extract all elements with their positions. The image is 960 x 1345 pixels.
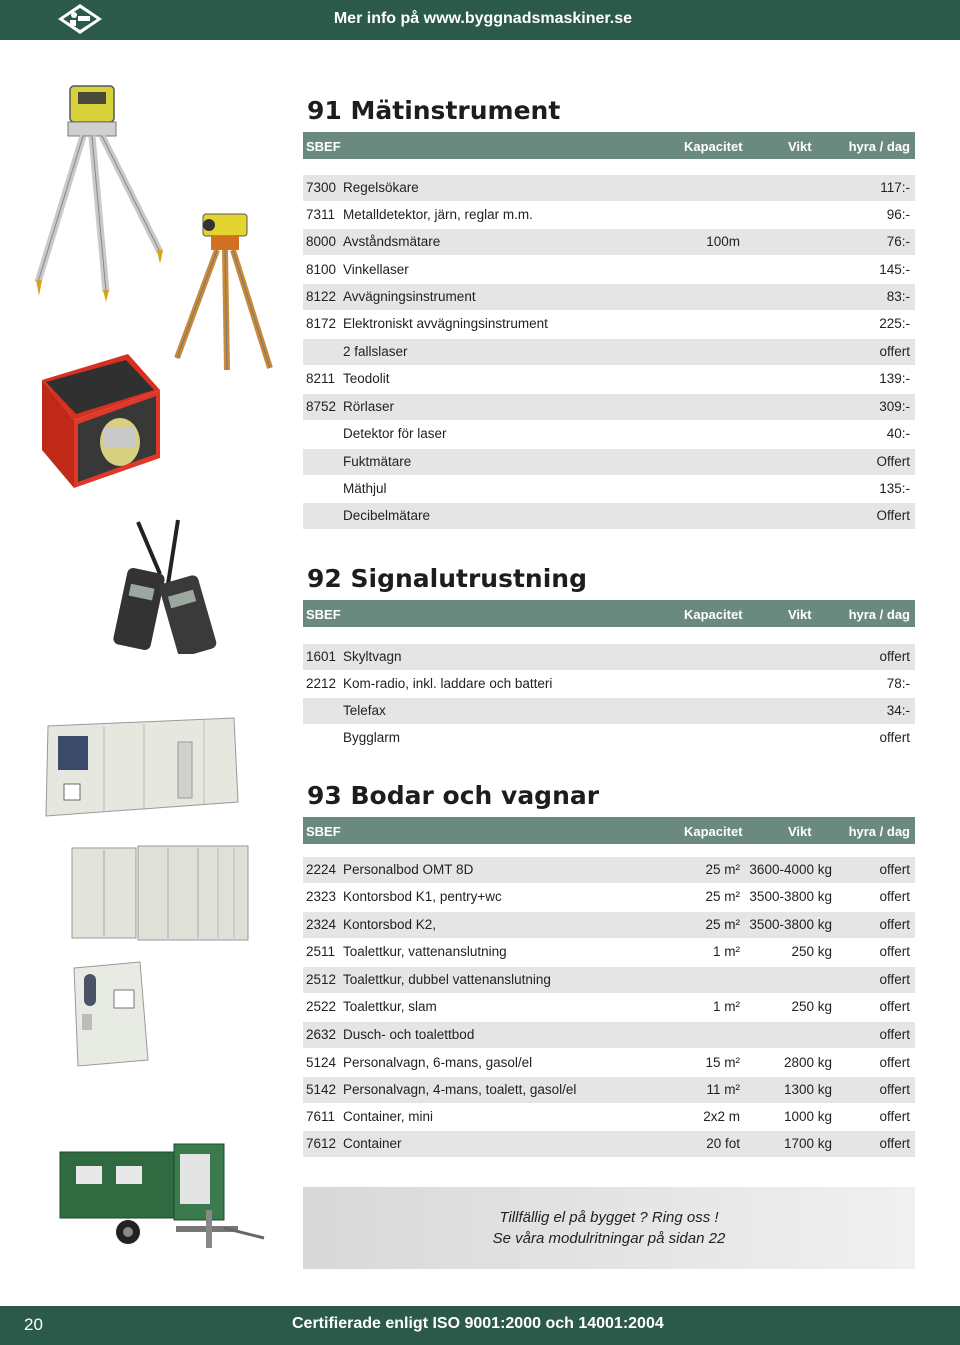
row-code: 8100 bbox=[306, 262, 337, 277]
row-name: Kontorsbod K1, pentry+wc bbox=[343, 889, 502, 904]
row-price: 309:- bbox=[879, 399, 910, 414]
col-sbef: SBEF bbox=[306, 139, 341, 154]
col-vikt: Vikt bbox=[788, 607, 812, 622]
row-price: Offert bbox=[876, 454, 910, 469]
row-code: 8122 bbox=[306, 289, 337, 304]
table-row bbox=[303, 698, 915, 724]
row-code: 8752 bbox=[306, 399, 337, 414]
section-title-matinstrument: 91 Mätinstrument bbox=[307, 96, 561, 125]
col-hyra: hyra / dag bbox=[848, 139, 910, 154]
table-row bbox=[303, 202, 915, 228]
row-code: 8211 bbox=[306, 371, 336, 386]
table-row bbox=[303, 967, 915, 993]
row-name: Toalettkur, slam bbox=[343, 999, 437, 1014]
row-price: 34:- bbox=[886, 703, 910, 718]
row-name: Kom-radio, inkl. laddare och batteri bbox=[343, 676, 553, 691]
row-code: 2511 bbox=[306, 944, 336, 959]
row-name: Personalvagn, 4-mans, toalett, gasol/el bbox=[343, 1082, 577, 1097]
row-name: Container, mini bbox=[343, 1109, 434, 1124]
row-name: Teodolit bbox=[343, 371, 390, 386]
row-code: 5142 bbox=[306, 1082, 337, 1097]
row-price: offert bbox=[879, 649, 910, 664]
row-code: 5124 bbox=[306, 1055, 337, 1070]
table-row bbox=[303, 229, 915, 255]
row-name: Bygglarm bbox=[343, 730, 401, 745]
row-name: Skyltvagn bbox=[343, 649, 402, 664]
table-row bbox=[303, 884, 915, 910]
row-kapacitet: 25 m² bbox=[705, 917, 740, 932]
row-price: 145:- bbox=[879, 262, 910, 277]
table-row bbox=[303, 503, 915, 529]
storage-containers-image bbox=[68, 842, 258, 944]
col-hyra: hyra / dag bbox=[848, 824, 910, 839]
row-name: Dusch- och toalettbod bbox=[343, 1027, 475, 1042]
table-row bbox=[303, 644, 915, 670]
row-price: offert bbox=[879, 1082, 910, 1097]
portable-toilet-image bbox=[70, 960, 152, 1070]
row-price: 117:- bbox=[880, 180, 910, 195]
level-tripod-image bbox=[165, 208, 280, 378]
row-price: 135:- bbox=[879, 481, 910, 496]
table-row bbox=[303, 366, 915, 392]
walkie-talkies-image bbox=[112, 518, 234, 654]
table-row bbox=[303, 449, 915, 475]
table-row bbox=[303, 311, 915, 337]
row-price: offert bbox=[879, 730, 910, 745]
row-code: 7612 bbox=[306, 1136, 337, 1151]
table-header bbox=[303, 817, 915, 844]
row-kapacitet: 2x2 m bbox=[703, 1109, 740, 1124]
row-price: offert bbox=[879, 344, 910, 359]
laser-carry-case-image bbox=[38, 350, 168, 495]
row-code: 2323 bbox=[306, 889, 337, 904]
col-kapacitet: Kapacitet bbox=[684, 607, 743, 622]
note-line-1: Tillfällig el på bygget ? Ring oss ! bbox=[499, 1209, 719, 1226]
row-name: Telefax bbox=[343, 703, 386, 718]
table-row bbox=[303, 476, 915, 502]
row-name: Detektor för laser bbox=[343, 426, 447, 441]
row-price: offert bbox=[879, 1136, 910, 1151]
row-price: 40:- bbox=[886, 426, 910, 441]
row-name: Mäthjul bbox=[343, 481, 387, 496]
col-vikt: Vikt bbox=[788, 139, 812, 154]
row-price: offert bbox=[879, 1109, 910, 1124]
row-vikt: 3600-4000 kg bbox=[749, 862, 832, 877]
row-kapacitet: 15 m² bbox=[705, 1055, 740, 1070]
row-price: offert bbox=[879, 862, 910, 877]
table-row bbox=[303, 394, 915, 420]
row-vikt: 250 kg bbox=[791, 999, 832, 1014]
row-name: Personalbod OMT 8D bbox=[343, 862, 474, 877]
row-price: offert bbox=[879, 972, 910, 987]
row-name: Vinkellaser bbox=[343, 262, 409, 277]
row-vikt: 250 kg bbox=[791, 944, 832, 959]
row-kapacitet: 1 m² bbox=[713, 999, 740, 1014]
row-name: Avvägningsinstrument bbox=[343, 289, 476, 304]
company-logo-icon bbox=[56, 3, 104, 35]
row-vikt: 3500-3800 kg bbox=[749, 917, 832, 932]
table-row bbox=[303, 421, 915, 447]
table-row bbox=[303, 175, 915, 201]
row-price: offert bbox=[879, 999, 910, 1014]
row-kapacitet: 11 m² bbox=[706, 1082, 740, 1097]
table-row bbox=[303, 1077, 915, 1103]
footer-bar bbox=[0, 1306, 960, 1345]
row-name: Toalettkur, vattenanslutning bbox=[343, 944, 507, 959]
note-line-2: Se våra modulritningar på sidan 22 bbox=[492, 1230, 726, 1247]
col-sbef: SBEF bbox=[306, 607, 341, 622]
row-price: 225:- bbox=[879, 316, 910, 331]
table-row bbox=[303, 725, 915, 751]
page-number: 20 bbox=[24, 1315, 43, 1334]
row-name: 2 fallslaser bbox=[343, 344, 408, 359]
row-price: 78:- bbox=[886, 676, 910, 691]
row-code: 7311 bbox=[306, 207, 336, 222]
row-kapacitet: 25 m² bbox=[705, 889, 740, 904]
website-link[interactable]: Mer info på www.byggnadsmaskiner.se bbox=[333, 10, 632, 27]
row-code: 8172 bbox=[306, 316, 337, 331]
table-row bbox=[303, 1022, 915, 1048]
row-code: 2324 bbox=[306, 917, 337, 932]
row-name: Regelsökare bbox=[343, 180, 419, 195]
row-vikt: 3500-3800 kg bbox=[749, 889, 832, 904]
section-title-signalutrustning: 92 Signalutrustning bbox=[307, 564, 587, 593]
row-name: Elektroniskt avvägningsinstrument bbox=[343, 316, 548, 331]
row-kapacitet: 100m bbox=[706, 234, 740, 249]
row-name: Decibelmätare bbox=[343, 508, 431, 523]
table-row bbox=[303, 1104, 915, 1130]
table-row bbox=[303, 257, 915, 283]
row-name: Avståndsmätare bbox=[343, 234, 441, 249]
row-code: 2512 bbox=[306, 972, 337, 987]
table-header bbox=[303, 600, 915, 627]
row-price: offert bbox=[879, 917, 910, 932]
row-code: 2212 bbox=[306, 676, 337, 691]
row-kapacitet: 1 m² bbox=[713, 944, 740, 959]
col-kapacitet: Kapacitet bbox=[684, 139, 743, 154]
row-price: offert bbox=[879, 889, 910, 904]
table-row bbox=[303, 1050, 915, 1076]
row-name: Fuktmätare bbox=[343, 454, 412, 469]
row-code: 1601 bbox=[306, 649, 337, 664]
table-row bbox=[303, 994, 915, 1020]
table-row bbox=[303, 912, 915, 938]
table-row bbox=[303, 339, 915, 365]
row-price: 96:- bbox=[886, 207, 910, 222]
row-vikt: 2800 kg bbox=[783, 1055, 832, 1070]
section-title-bodar-och-vagnar: 93 Bodar och vagnar bbox=[307, 781, 600, 810]
table-row bbox=[303, 857, 915, 883]
row-price: 139:- bbox=[879, 371, 910, 386]
col-sbef: SBEF bbox=[306, 824, 341, 839]
table-row bbox=[303, 671, 915, 697]
row-vikt: 1000 kg bbox=[783, 1109, 832, 1124]
site-office-cabin-image bbox=[44, 716, 240, 820]
row-name: Kontorsbod K2, bbox=[343, 917, 437, 932]
site-trailer-image bbox=[56, 1140, 268, 1252]
row-code: 2522 bbox=[306, 999, 337, 1014]
row-price: 76:- bbox=[886, 234, 910, 249]
table-row bbox=[303, 939, 915, 965]
row-code: 8000 bbox=[306, 234, 337, 249]
table-row bbox=[303, 1131, 915, 1157]
col-hyra: hyra / dag bbox=[848, 607, 910, 622]
row-kapacitet: 25 m² bbox=[705, 862, 740, 877]
rotating-laser-tripod-image bbox=[28, 82, 168, 304]
col-vikt: Vikt bbox=[788, 824, 812, 839]
row-price: offert bbox=[879, 944, 910, 959]
row-code: 2632 bbox=[306, 1027, 337, 1042]
row-name: Rörlaser bbox=[343, 399, 395, 414]
row-code: 2224 bbox=[306, 862, 337, 877]
row-code: 7300 bbox=[306, 180, 337, 195]
row-price: Offert bbox=[876, 508, 910, 523]
row-price: 83:- bbox=[886, 289, 910, 304]
row-price: offert bbox=[879, 1027, 910, 1042]
certification-text: Certifierade enligt ISO 9001:2000 och 14001:2004 bbox=[292, 1315, 664, 1332]
row-price: offert bbox=[879, 1055, 910, 1070]
row-name: Container bbox=[343, 1136, 402, 1151]
info-note-box bbox=[303, 1187, 915, 1269]
table-row bbox=[303, 284, 915, 310]
row-vikt: 1700 kg bbox=[783, 1136, 832, 1151]
row-name: Personalvagn, 6-mans, gasol/el bbox=[343, 1055, 533, 1070]
row-name: Metalldetektor, järn, reglar m.m. bbox=[343, 207, 533, 222]
top-bar bbox=[0, 0, 960, 40]
row-code: 7611 bbox=[306, 1109, 336, 1124]
row-name: Toalettkur, dubbel vattenanslutning bbox=[343, 972, 551, 987]
col-kapacitet: Kapacitet bbox=[684, 824, 743, 839]
row-kapacitet: 20 fot bbox=[706, 1136, 740, 1151]
row-vikt: 1300 kg bbox=[783, 1082, 832, 1097]
table-header bbox=[303, 132, 915, 159]
